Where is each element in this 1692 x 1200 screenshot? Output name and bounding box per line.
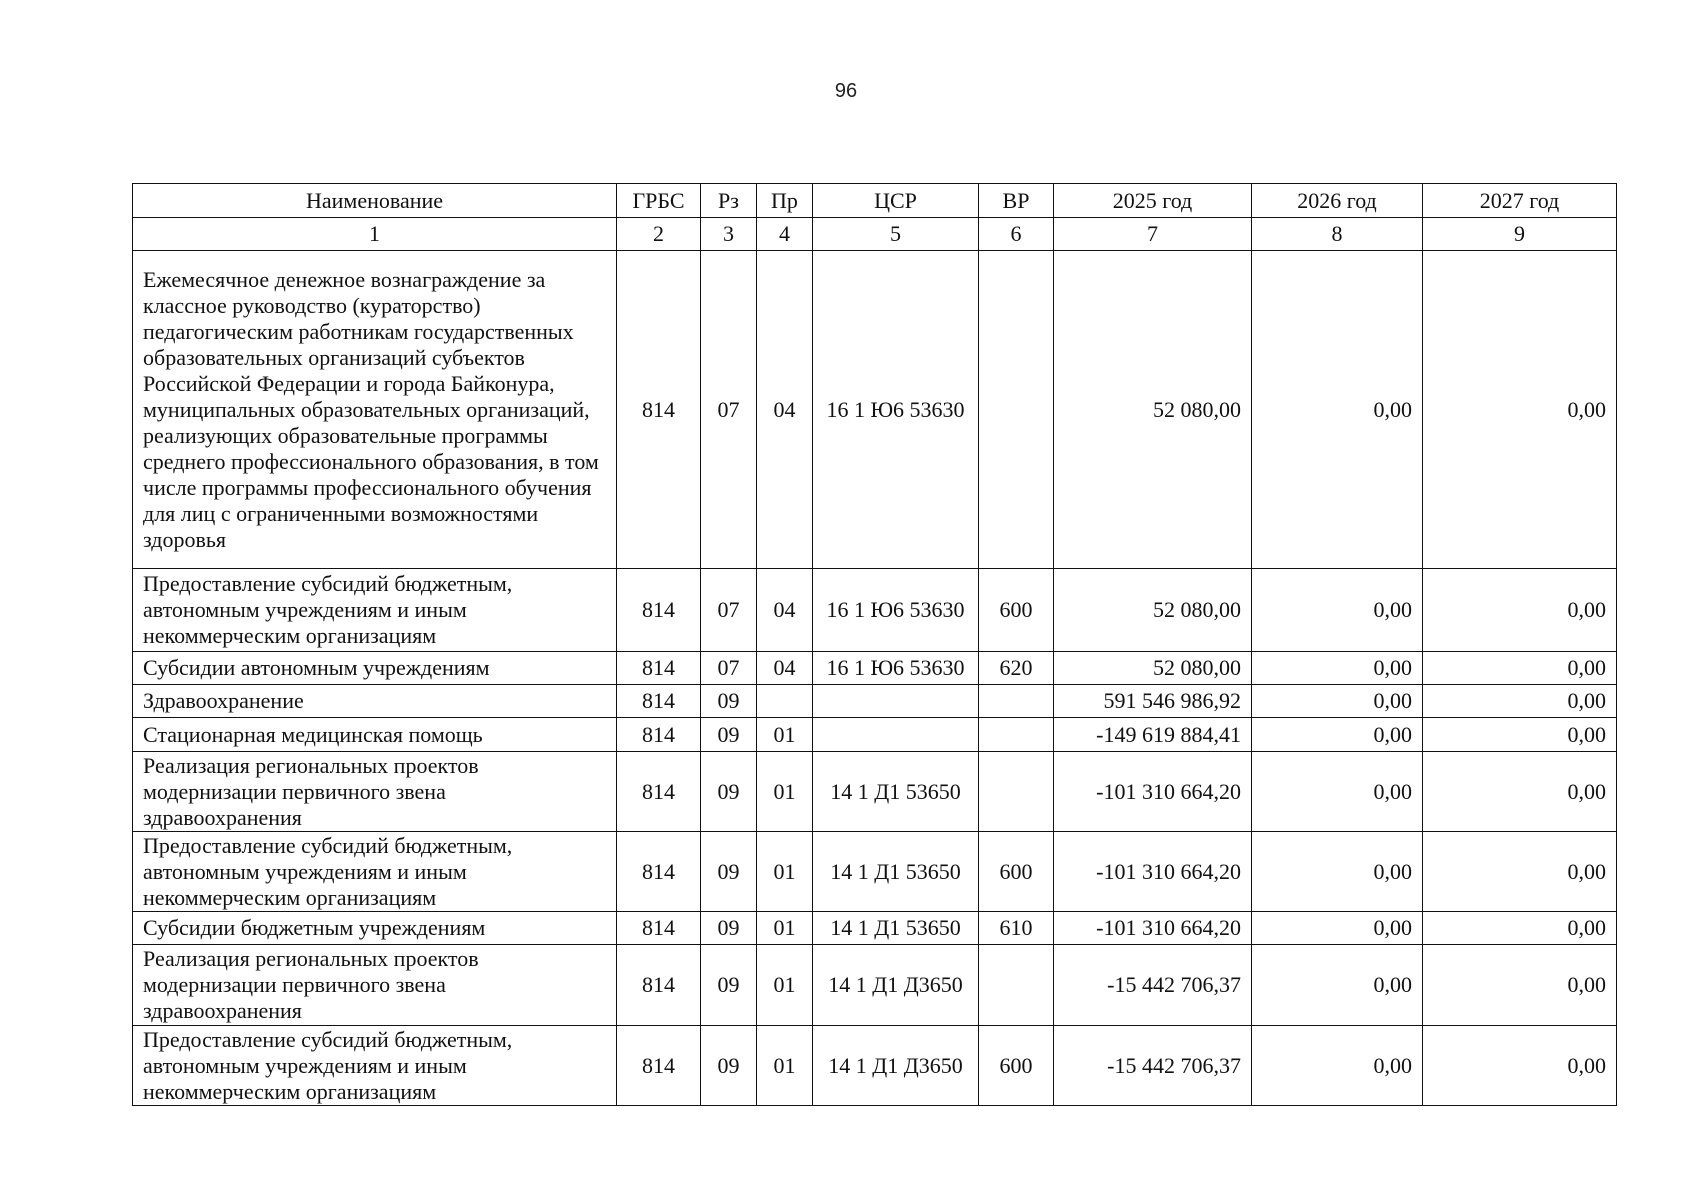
amount-2025-cell: 591 546 986,92 bbox=[1054, 685, 1252, 718]
header-2025: 2025 год bbox=[1054, 184, 1252, 218]
amount-2027-cell: 0,00 bbox=[1423, 752, 1617, 832]
amount-2026-cell: 0,00 bbox=[1252, 685, 1423, 718]
csr-cell bbox=[813, 718, 979, 752]
rz-cell: 09 bbox=[701, 752, 757, 832]
row-name-cell: Ежемесячное денежное вознаграждение за классное руководство (кураторство) педагогическим работникам государственных образовательных организаций субъектов Российской Федерации и города Байконура, муниципальных образовательных организаций, реализующих образовательные программы среднего профессионального образования, в том числе программы профессионального обучения для лиц с ограниченными возможностями здоровья bbox=[133, 251, 617, 569]
vr-cell bbox=[979, 685, 1054, 718]
amount-2027-cell: 0,00 bbox=[1423, 569, 1617, 652]
pr-cell: 01 bbox=[757, 718, 813, 752]
amount-2026-cell: 0,00 bbox=[1252, 1026, 1423, 1106]
amount-2025-cell: 52 080,00 bbox=[1054, 652, 1252, 685]
header-2026: 2026 год bbox=[1252, 184, 1423, 218]
amount-2026-cell: 0,00 bbox=[1252, 718, 1423, 752]
amount-2027-cell: 0,00 bbox=[1423, 718, 1617, 752]
amount-2026-cell: 0,00 bbox=[1252, 251, 1423, 569]
header-vr: ВР bbox=[979, 184, 1054, 218]
grbs-cell: 814 bbox=[617, 912, 701, 945]
header-row bbox=[133, 184, 1617, 218]
grbs-cell: 814 bbox=[617, 945, 701, 1026]
grbs-cell: 814 bbox=[617, 1026, 701, 1106]
header-csr: ЦСР bbox=[813, 184, 979, 218]
amount-2026-cell: 0,00 bbox=[1252, 945, 1423, 1026]
vr-cell: 610 bbox=[979, 912, 1054, 945]
rz-cell: 09 bbox=[701, 1026, 757, 1106]
page-number: 96 bbox=[834, 80, 858, 102]
table-row bbox=[133, 1026, 1617, 1106]
amount-2025-cell: -101 310 664,20 bbox=[1054, 912, 1252, 945]
csr-cell: 14 1 Д1 Д3650 bbox=[813, 1026, 979, 1106]
row-name-cell: Предоставление субсидий бюджетным, автономным учреждениям и иным некоммерческим организациям bbox=[133, 832, 617, 912]
csr-cell: 14 1 Д1 53650 bbox=[813, 912, 979, 945]
rz-cell: 07 bbox=[701, 652, 757, 685]
rz-cell: 09 bbox=[701, 718, 757, 752]
pr-cell: 01 bbox=[757, 832, 813, 912]
rz-cell: 09 bbox=[701, 912, 757, 945]
csr-cell: 14 1 Д1 53650 bbox=[813, 752, 979, 832]
amount-2025-cell: -15 442 706,37 bbox=[1054, 1026, 1252, 1106]
header-grbs: ГРБС bbox=[617, 184, 701, 218]
pr-cell: 01 bbox=[757, 1026, 813, 1106]
amount-2027-cell: 0,00 bbox=[1423, 945, 1617, 1026]
amount-2027-cell: 0,00 bbox=[1423, 251, 1617, 569]
table-row bbox=[133, 718, 1617, 752]
table-row bbox=[133, 652, 1617, 685]
amount-2026-cell: 0,00 bbox=[1252, 652, 1423, 685]
pr-cell: 01 bbox=[757, 752, 813, 832]
row-name-cell: Субсидии бюджетным учреждениям bbox=[133, 912, 617, 945]
rz-cell: 07 bbox=[701, 569, 757, 652]
amount-2025-cell: -149 619 884,41 bbox=[1054, 718, 1252, 752]
budget-table bbox=[132, 183, 1617, 1106]
row-name-cell: Предоставление субсидий бюджетным, автономным учреждениям и иным некоммерческим организациям bbox=[133, 569, 617, 652]
csr-cell: 14 1 Д1 Д3650 bbox=[813, 945, 979, 1026]
table-row bbox=[133, 912, 1617, 945]
grbs-cell: 814 bbox=[617, 652, 701, 685]
pr-cell bbox=[757, 685, 813, 718]
row-name-cell: Реализация региональных проектов модернизации первичного звена здравоохранения bbox=[133, 945, 617, 1026]
amount-2025-cell: -101 310 664,20 bbox=[1054, 832, 1252, 912]
vr-cell: 620 bbox=[979, 652, 1054, 685]
header-name: Наименование bbox=[133, 184, 617, 218]
vr-cell: 600 bbox=[979, 1026, 1054, 1106]
amount-2027-cell: 0,00 bbox=[1423, 832, 1617, 912]
pr-cell: 01 bbox=[757, 945, 813, 1026]
table-row bbox=[133, 251, 1617, 569]
amount-2026-cell: 0,00 bbox=[1252, 832, 1423, 912]
vr-cell bbox=[979, 752, 1054, 832]
column-number: 8 bbox=[1252, 218, 1423, 251]
csr-cell: 16 1 Ю6 53630 bbox=[813, 251, 979, 569]
csr-cell: 14 1 Д1 53650 bbox=[813, 832, 979, 912]
amount-2027-cell: 0,00 bbox=[1423, 685, 1617, 718]
column-number: 5 bbox=[813, 218, 979, 251]
amount-2025-cell: 52 080,00 bbox=[1054, 569, 1252, 652]
pr-cell: 04 bbox=[757, 569, 813, 652]
csr-cell: 16 1 Ю6 53630 bbox=[813, 569, 979, 652]
grbs-cell: 814 bbox=[617, 251, 701, 569]
amount-2027-cell: 0,00 bbox=[1423, 652, 1617, 685]
column-number: 3 bbox=[701, 218, 757, 251]
column-number: 9 bbox=[1423, 218, 1617, 251]
header-2027: 2027 год bbox=[1423, 184, 1617, 218]
row-name-cell: Реализация региональных проектов модернизации первичного звена здравоохранения bbox=[133, 752, 617, 832]
grbs-cell: 814 bbox=[617, 752, 701, 832]
pr-cell: 01 bbox=[757, 912, 813, 945]
rz-cell: 07 bbox=[701, 251, 757, 569]
pr-cell: 04 bbox=[757, 251, 813, 569]
grbs-cell: 814 bbox=[617, 685, 701, 718]
row-name-cell: Стационарная медицинская помощь bbox=[133, 718, 617, 752]
table-row bbox=[133, 945, 1617, 1026]
table-row bbox=[133, 832, 1617, 912]
column-number: 6 bbox=[979, 218, 1054, 251]
table-row bbox=[133, 685, 1617, 718]
row-name-cell: Субсидии автономным учреждениям bbox=[133, 652, 617, 685]
header-pr: Пр bbox=[757, 184, 813, 218]
table-row bbox=[133, 752, 1617, 832]
vr-cell bbox=[979, 251, 1054, 569]
amount-2027-cell: 0,00 bbox=[1423, 1026, 1617, 1106]
pr-cell: 04 bbox=[757, 652, 813, 685]
rz-cell: 09 bbox=[701, 945, 757, 1026]
amount-2025-cell: 52 080,00 bbox=[1054, 251, 1252, 569]
amount-2027-cell: 0,00 bbox=[1423, 912, 1617, 945]
amount-2026-cell: 0,00 bbox=[1252, 752, 1423, 832]
vr-cell: 600 bbox=[979, 832, 1054, 912]
column-number: 4 bbox=[757, 218, 813, 251]
column-number: 2 bbox=[617, 218, 701, 251]
vr-cell bbox=[979, 945, 1054, 1026]
grbs-cell: 814 bbox=[617, 718, 701, 752]
vr-cell bbox=[979, 718, 1054, 752]
grbs-cell: 814 bbox=[617, 569, 701, 652]
header-rz: Рз bbox=[701, 184, 757, 218]
amount-2026-cell: 0,00 bbox=[1252, 912, 1423, 945]
amount-2025-cell: -15 442 706,37 bbox=[1054, 945, 1252, 1026]
column-number-row bbox=[133, 218, 1617, 251]
amount-2026-cell: 0,00 bbox=[1252, 569, 1423, 652]
column-number: 1 bbox=[133, 218, 617, 251]
grbs-cell: 814 bbox=[617, 832, 701, 912]
column-number: 7 bbox=[1054, 218, 1252, 251]
table-row bbox=[133, 569, 1617, 652]
row-name-cell: Здравоохранение bbox=[133, 685, 617, 718]
vr-cell: 600 bbox=[979, 569, 1054, 652]
rz-cell: 09 bbox=[701, 832, 757, 912]
csr-cell bbox=[813, 685, 979, 718]
row-name-cell: Предоставление субсидий бюджетным, автономным учреждениям и иным некоммерческим организациям bbox=[133, 1026, 617, 1106]
amount-2025-cell: -101 310 664,20 bbox=[1054, 752, 1252, 832]
rz-cell: 09 bbox=[701, 685, 757, 718]
csr-cell: 16 1 Ю6 53630 bbox=[813, 652, 979, 685]
